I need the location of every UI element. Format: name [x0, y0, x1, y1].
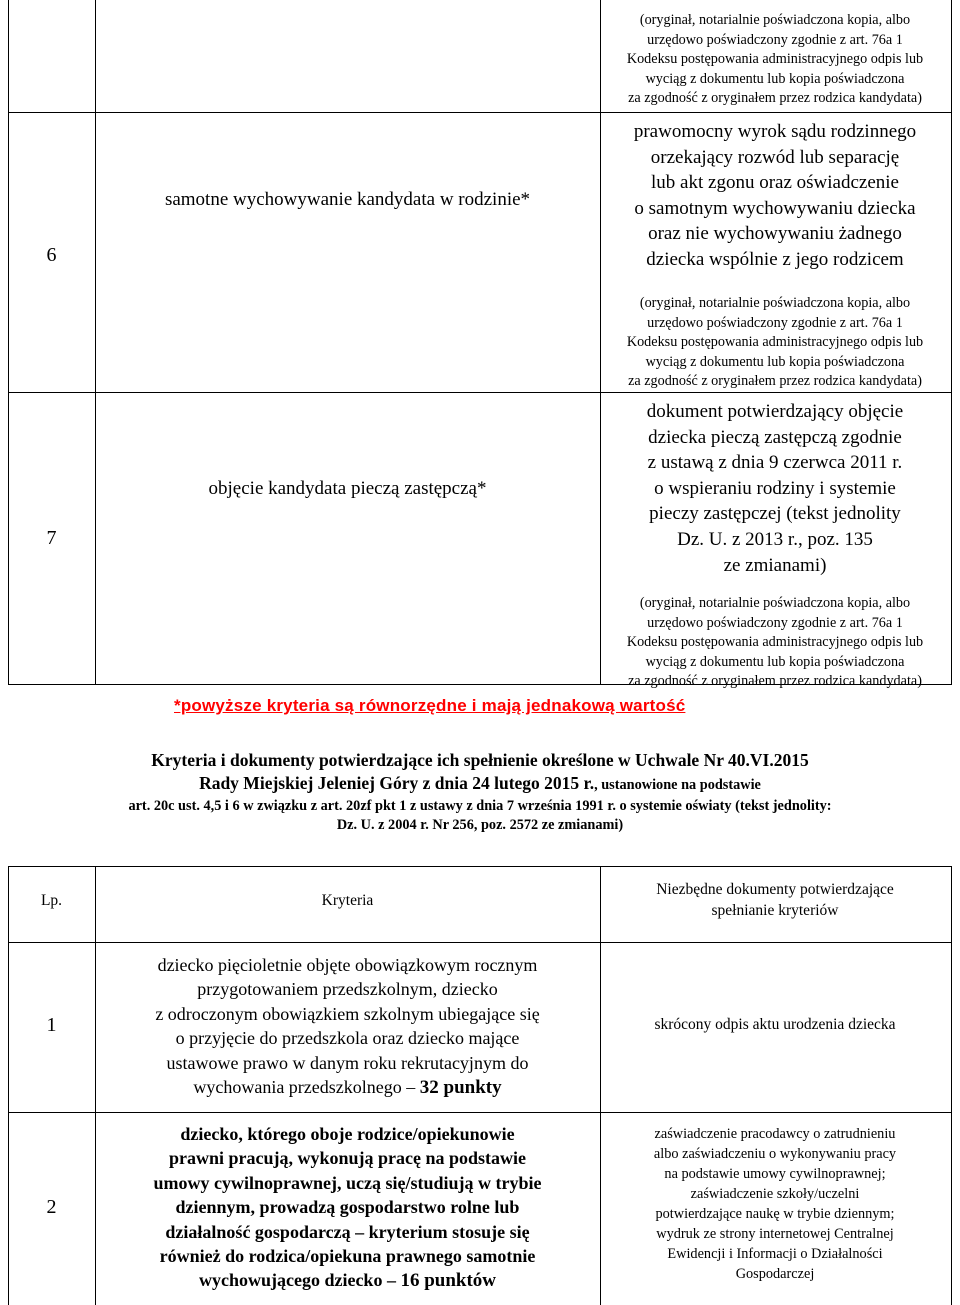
- row-number: 7: [46, 527, 57, 549]
- legal-basis: [0, 750, 960, 834]
- equal-criteria-footnote: *powyższe kryteria są równorzędne i mają jednakową wartość: [174, 696, 686, 715]
- criterion-text: dziecko, którego oboje rodzice/opiekunowie prawni pracują, wykonują pracę na podstawie umowy cywilnoprawnej, uczą się/studiują w trybie dziennym, prowadzą gospodarstwo rolne lub działalność gospodarczą – kryterium stosuje się również do rodzica/opiekuna prawnego samotnie wychowującego dziecko – 16 punktów: [153, 1124, 542, 1292]
- header-documents: Niezbędne dokumenty potwierdzające spełnianie kryteriów: [656, 881, 894, 919]
- legal-basis-line: Rady Miejskiej Jeleniej Góry z dnia 24 lutego 2015 r., ustanowione na podstawie: [199, 773, 761, 793]
- required-document: dokument potwierdzający objęcie dziecka pieczą zastępczą zgodnie z ustawą z dnia 9 czerwca 2011 r. o wspieraniu rodziny i systemie pieczy zastępczej (tekst jednolity Dz. U. z 2013 r., poz. 135 ze zmianami): [646, 401, 904, 576]
- required-document: zaświadczenie pracodawcy o zatrudnieniu albo zaświadczeniu o wykonywaniu pracy na podstawie umowy cywilnoprawnej; zaświadczenie szkoły/uczelni potwierdzające naukę w trybie dziennym; wydruk ze strony internetowej Centralnej Ewidencji i Informacji o Działalności Gospodarczej: [653, 1126, 897, 1282]
- criterion-text: samotne wychowywanie kandydata w rodzinie*: [164, 189, 531, 210]
- document-note: (oryginał, notarialnie poświadczona kopia, albo urzędowo poświadczony zgodnie z art. 76a 1 Kodeksu postępowania administracyjnego odpis lub wyciąg z dokumentu lub kopia poświadczona za zgodność z oryginałem przez rodzica kandydata): [626, 595, 924, 689]
- row-number: 1: [46, 1014, 57, 1036]
- header-criteria: Kryteria: [321, 892, 374, 909]
- row-number: 2: [46, 1196, 57, 1218]
- points-value: 32 punkty: [419, 1077, 502, 1099]
- criterion-text: objęcie kandydata pieczą zastępczą*: [208, 478, 487, 499]
- row-number: 6: [46, 244, 57, 266]
- header-lp: Lp.: [40, 892, 63, 909]
- legal-basis-line: Dz. U. z 2004 r. Nr 256, poz. 2572 ze zmianami): [336, 817, 624, 833]
- legal-basis-line: Kryteria i dokumenty potwierdzające ich spełnienie określone w Uchwale Nr 40.VI.2015: [151, 750, 809, 770]
- criterion-text: dziecko pięcioletnie objęte obowiązkowym rocznym przygotowaniem przedszkolnym, dziecko z odroczonym obowiązkiem szkolnym ubiegające się o przyjęcie do przedszkola oraz dziecko mające ustawowe prawo w danym roku rekrutacyjnym do wychowania przedszkolnego – 32 punkty: [155, 955, 540, 1099]
- document-note: (oryginał, notarialnie poświadczona kopia, albo urzędowo poświadczony zgodnie z art. 76a 1 Kodeksu postępowania administracyjnego odpis lub wyciąg z dokumentu lub kopia poświadczona za zgodność z oryginałem przez rodzica kandydata): [626, 12, 924, 106]
- document-note: (oryginał, notarialnie poświadczona kopia, albo urzędowo poświadczony zgodnie z art. 76a 1 Kodeksu postępowania administracyjnego odpis lub wyciąg z dokumentu lub kopia poświadczona za zgodność z oryginałem przez rodzica kandydata): [626, 295, 924, 389]
- required-document: prawomocny wyrok sądu rodzinnego orzekający rozwód lub separację lub akt zgonu oraz oświadczenie o samotnym wychowywaniu dziecka oraz nie wychowywaniu żadnego dziecka wspólnie z jego rodzicem: [633, 121, 917, 270]
- points-value: 16 punktów: [400, 1270, 497, 1292]
- legal-basis-line: art. 20c ust. 4,5 i 6 w związku z art. 20zf pkt 1 z ustawy z dnia 7 września 1991 r. o systemie oświaty (tekst jednolity:: [128, 798, 832, 814]
- required-document: skrócony odpis aktu urodzenia dziecka: [654, 1016, 896, 1033]
